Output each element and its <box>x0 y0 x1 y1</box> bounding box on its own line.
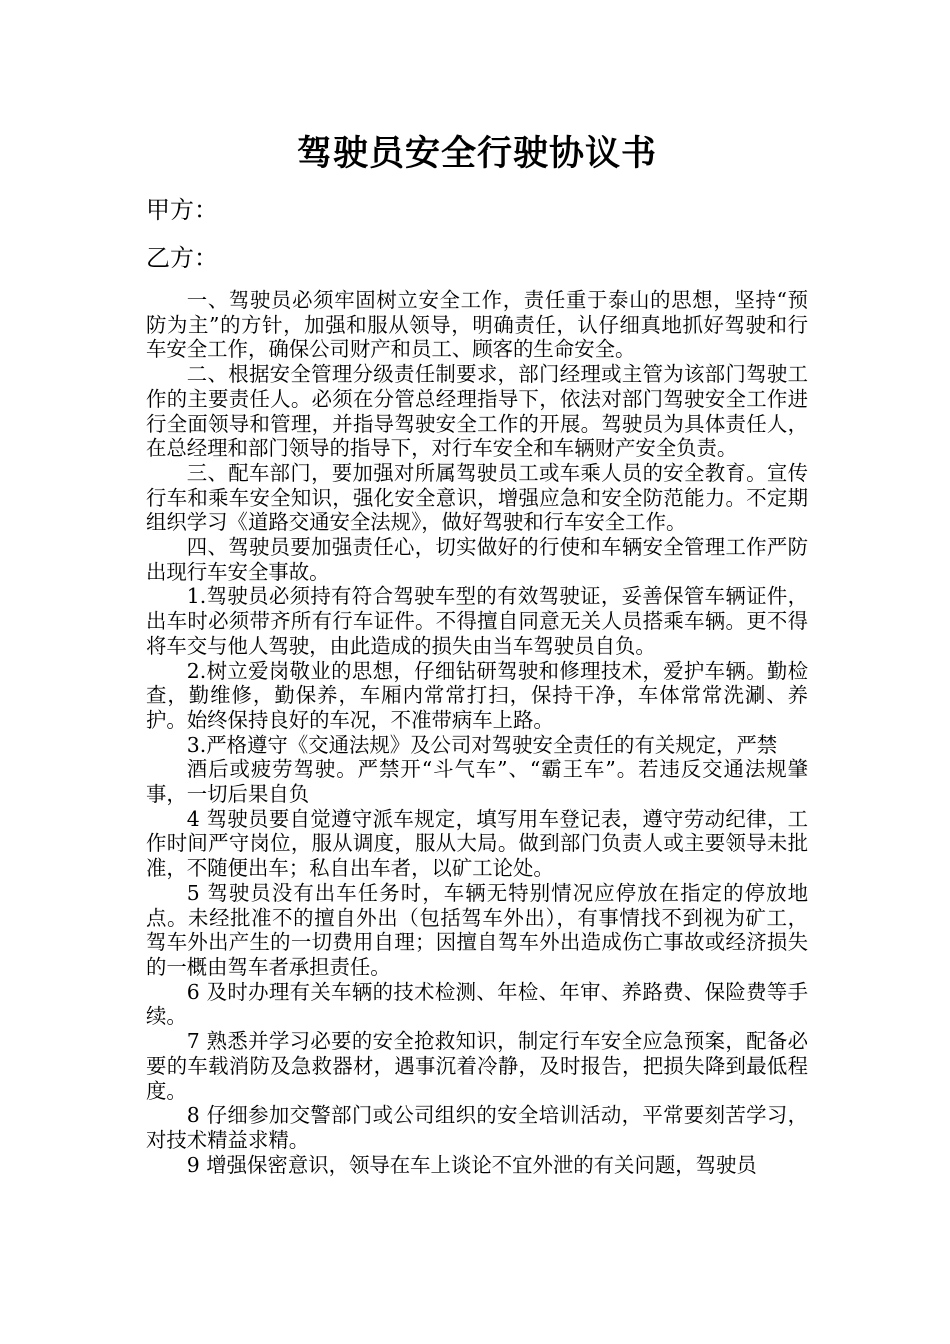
sub-clause-7: 7 熟悉并学习必要的安全抢救知识，制定行车安全应急预案，配备必要的车载消防及急救器材，遇事沉着冷静，及时报告，把损失降到最低程度。 <box>146 1029 808 1103</box>
sub-clause-6: 6 及时办理有关车辆的技术检测、年检、年审、养路费、保险费等手续。 <box>146 979 808 1029</box>
sub-clause-4: 4 驾驶员要自觉遵守派车规定，填写用车登记表，遵守劳动纪律，工作时间严守岗位，服从调度，服从大局。做到部门负责人或主要领导未批准，不随便出车；私自出车者，以矿工论处。 <box>146 806 808 881</box>
sub-clause-2: 2.树立爱岗敬业的思想，仔细钻研驾驶和修理技术，爱护车辆。勤检查，勤维修，勤保养，车厢内常常打扫，保持干净，车体常常洗涮、养护。始终保持良好的车况，不准带病车上路。 <box>146 658 808 732</box>
party-a-label: 甲方： <box>146 196 218 224</box>
document-title: 驾驶员安全行驶协议书 <box>296 133 657 174</box>
sub-clause-3-continued: 酒后或疲劳驾驶。严禁开“斗气车”、“霸王车”。若违反交通法规肇事，一切后果自负 <box>146 757 808 807</box>
party-b-label: 乙方： <box>146 244 218 272</box>
sub-clause-3: 3.严格遵守《交通法规》及公司对驾驶安全责任的有关规定，严禁 <box>186 732 778 757</box>
sub-clause-9: 9 增强保密意识，领导在车上谈论不宜外泄的有关问题，驾驶员 <box>186 1152 757 1177</box>
agreement-body <box>146 288 808 1177</box>
sub-clause-8: 8 仔细参加交警部门或公司组织的安全培训活动，平常要刻苦学习，对技术精益求精。 <box>146 1103 808 1152</box>
clause-1: 一、驾驶员必须牢固树立安全工作，责任重于泰山的思想，坚持“预防为主”的方针，加强和服从领导，明确责任，认仔细真地抓好驾驶和行车安全工作，确保公司财产和员工、顾客的生命安全。 <box>146 288 808 362</box>
sub-clause-1: 1.驾驶员必须持有符合驾驶车型的有效驾驶证，妥善保管车辆证件，出车时必须带齐所有行车证件。不得擅自同意无关人员搭乘车辆。更不得将车交与他人驾驶，由此造成的损失由当车驾驶员自负。 <box>146 584 808 658</box>
clause-4: 四、驾驶员要加强责任心，切实做好的行使和车辆安全管理工作严防出现行车安全事故。 <box>146 535 808 584</box>
document-page <box>146 128 808 1177</box>
sub-clause-5: 5 驾驶员没有出车任务时，车辆无特别情况应停放在指定的停放地点。未经批准不的擅自外出（包括驾车外出），有事情找不到视为矿工，驾车外出产生的一切费用自理；因擅自驾车外出造成伤亡事故或经济损失的一概由驾车者承担责任。 <box>146 880 808 979</box>
clause-3: 三、配车部门，要加强对所属驾驶员工或车乘人员的安全教育。宣传行车和乘车安全知识，强化安全意识，增强应急和安全防范能力。不定期组织学习《道路交通安全法规》，做好驾驶和行车安全工作。 <box>146 460 808 535</box>
clause-2: 二、根据安全管理分级责任制要求，部门经理或主管为该部门驾驶工作的主要责任人。必须在分管总经理指导下，依法对部门驾驶安全工作进行全面领导和管理，并指导驾驶安全工作的开展。驾驶员为具体责任人，在总经理和部门领导的指导下，对行车安全和车辆财产安全负责。 <box>146 362 808 461</box>
